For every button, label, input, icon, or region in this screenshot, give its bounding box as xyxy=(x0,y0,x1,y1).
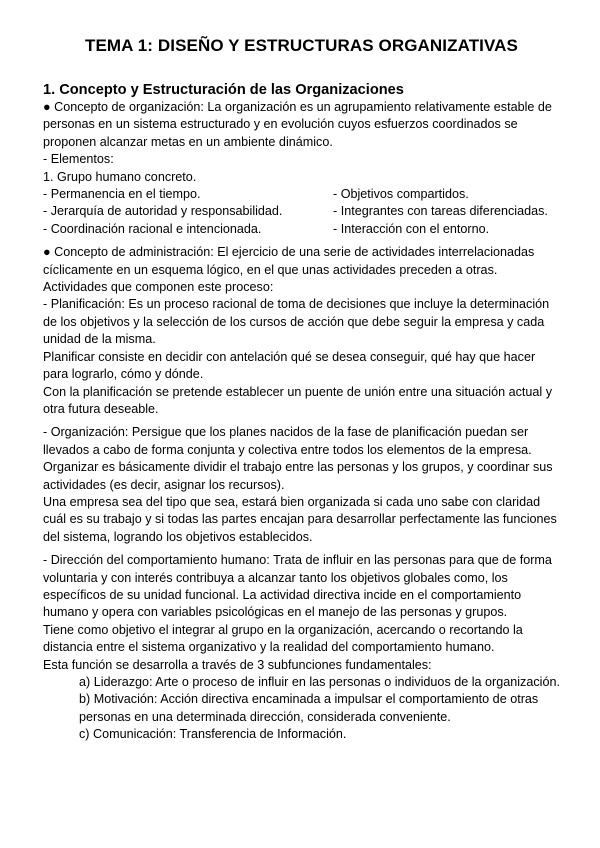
subfuncion-item: a) Liderazgo: Arte o proceso de influir en las personas o individuos de la organización. xyxy=(79,675,560,689)
direccion-paragraph: - Dirección del comportamiento humano: Trata de influir en las personas para que de forma voluntaria y con interés contribuya a alcanzar tanto los objetivos globales como, los específicos de su unidad funcional. La actividad directiva incide en el comportamiento humano y opera con variables psicológicas en el manejo de las personas y grupos. xyxy=(43,553,552,620)
planificacion-paragraph: - Planificación: Es un proceso racional de toma de decisiones que incluye la determinación de los objetivos y la selección de los cursos de acción que debe seguir la empresa y cada unidad de la misma. xyxy=(43,297,550,347)
concepto-organizacion: ● Concepto de organización: La organización es un agrupamiento relativamente estable de personas en un sistema estructurado y en evolución cuyos esfuerzos coordinados se proponen alcanzar metas en un ambiente dinámico. xyxy=(43,100,552,149)
organizacion-paragraph: Organizar es básicamente dividir el trabajo entre las personas y los grupos, y coordinar sus actividades (es decir, asignar los recursos). xyxy=(43,460,553,492)
concepto-administracion: ● Concepto de administración: El ejercicio de una serie de actividades interrelacionadas cíclicamente en un esquema lógico, en el que unas actividades preceden a otras. xyxy=(43,245,535,277)
elemento-item: - Integrantes con tareas diferenciadas. xyxy=(333,204,548,219)
elementos-list xyxy=(43,186,560,238)
planificacion-paragraph: Planificar consiste en decidir con antelación qué se desea conseguir, qué hay que hacer para lograrlo, cómo y dónde. xyxy=(43,349,536,382)
elemento-item: - Objetivos compartidos. xyxy=(333,187,469,202)
direccion-paragraph: Esta función se desarrolla a través de 3 subfunciones fundamentales: xyxy=(43,657,432,672)
section-heading: 1. Concepto y Estructuración de las Organizaciones xyxy=(43,82,404,98)
organizacion-paragraph: Una empresa sea del tipo que sea, estará bien organizada si cada uno sabe con claridad cuál es su trabajo y si todas las partes encajan para desarrollar perfectamente las funciones del sistema, logrando los objetivos establecidos. xyxy=(43,494,557,544)
elemento-item: - Jerarquía de autoridad y responsabilidad. xyxy=(43,204,283,219)
actividades-label: Actividades que componen este proceso: xyxy=(43,280,274,295)
elementos-label: - Elementos: xyxy=(43,152,114,167)
organizacion-paragraph: - Organización: Persigue que los planes nacidos de la fase de planificación puedan ser llevados a cabo de forma conjunta y colectiva entre todos los elementos de la empresa. xyxy=(43,425,532,457)
elemento-item: - Interacción con el entorno. xyxy=(333,221,490,236)
elemento-item: - Permanencia en el tiempo. xyxy=(43,187,201,202)
subfuncion-item: c) Comunicación: Transferencia de Información. xyxy=(79,727,347,742)
elemento-item: - Coordinación racional e intencionada. xyxy=(43,221,262,236)
planificacion-paragraph: Con la planificación se pretende establecer un puente de unión entre una situación actual y otra futura deseable. xyxy=(43,384,552,416)
direccion-paragraph: Tiene como objetivo el integrar al grupo en la organización, acercando o recortando la distancia entre el sistema organizativo y la realidad del comportamiento humano. xyxy=(43,622,523,655)
subfuncion-item: b) Motivación: Acción directiva encaminada a impulsar el comportamiento de otras personas en una determinada dirección, considerada conveniente. xyxy=(79,692,539,724)
document-title: TEMA 1: DISEÑO Y ESTRUCTURAS ORGANIZATIVAS xyxy=(84,36,518,55)
subfunciones-list xyxy=(43,674,560,744)
grupo-humano: 1. Grupo humano concreto. xyxy=(43,169,197,184)
